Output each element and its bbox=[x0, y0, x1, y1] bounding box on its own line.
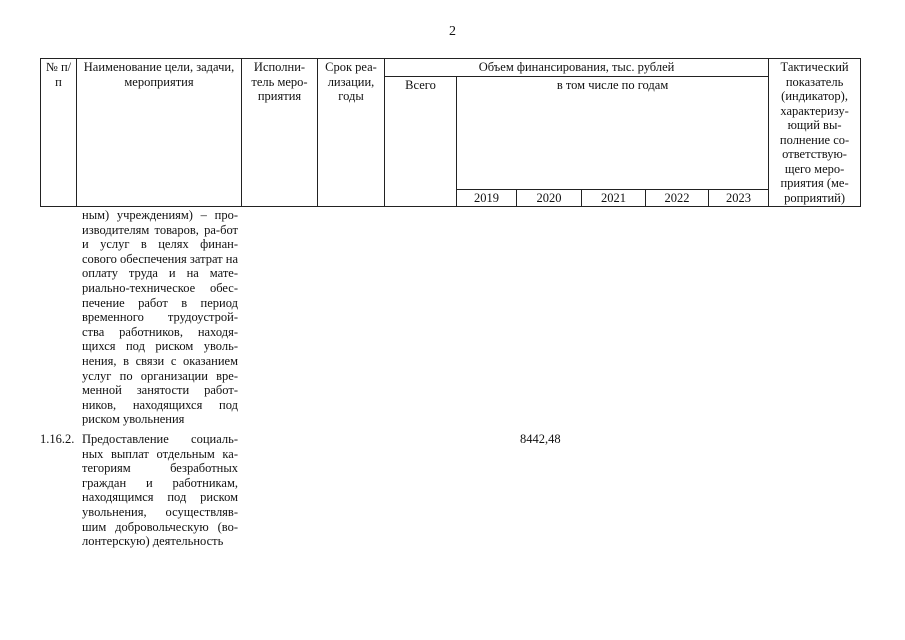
header-year-2020: 2020 bbox=[517, 189, 582, 207]
header-year-2019: 2019 bbox=[457, 189, 517, 207]
header-name: Наименование цели, задачи, мероприятия bbox=[77, 59, 242, 207]
page-number: 2 bbox=[449, 24, 456, 39]
header-indicator: Тактический показатель (индикатор), характеризу-ющий вы-полнение со-ответствую-щего меро-приятия (ме-роприятий) bbox=[769, 59, 861, 207]
header-executor: Исполни-тель меро-приятия bbox=[242, 59, 318, 207]
header-year-2023: 2023 bbox=[709, 189, 769, 207]
row-continuation-description: ным) учреждениям) – про-изводителям товаров, ра-бот и услуг в целях финан-сового обеспечения затрат на оплату труда и на мате-риально-техническое обес-печение работ в период временного трудоустрой-ства работников, находя-щихся под риском уволь-нения, в связи с оказанием услуг по организации вре-менной занятости работ-ников, находящихся под риском увольнения bbox=[82, 208, 238, 427]
header-total: Всего bbox=[385, 76, 457, 207]
program-table-header bbox=[40, 58, 861, 207]
row-number: 1.16.2. bbox=[40, 432, 75, 446]
header-term: Срок реа-лизации, годы bbox=[318, 59, 385, 207]
header-by-years: в том числе по годам bbox=[457, 76, 769, 189]
row-description: Предоставление социаль-ных выплат отдельным ка-тегориям безработных граждан и работникам, находящимся под риском увольнения, осуществляв-шим добровольческую (во-лонтерскую) деятельность bbox=[82, 432, 238, 549]
header-year-2021: 2021 bbox=[582, 189, 646, 207]
row-amount-2020: 8442,48 bbox=[520, 432, 561, 446]
header-year-2022: 2022 bbox=[646, 189, 709, 207]
header-financing: Объем финансирования, тыс. рублей bbox=[385, 59, 769, 77]
header-num: № п/п bbox=[41, 59, 77, 207]
